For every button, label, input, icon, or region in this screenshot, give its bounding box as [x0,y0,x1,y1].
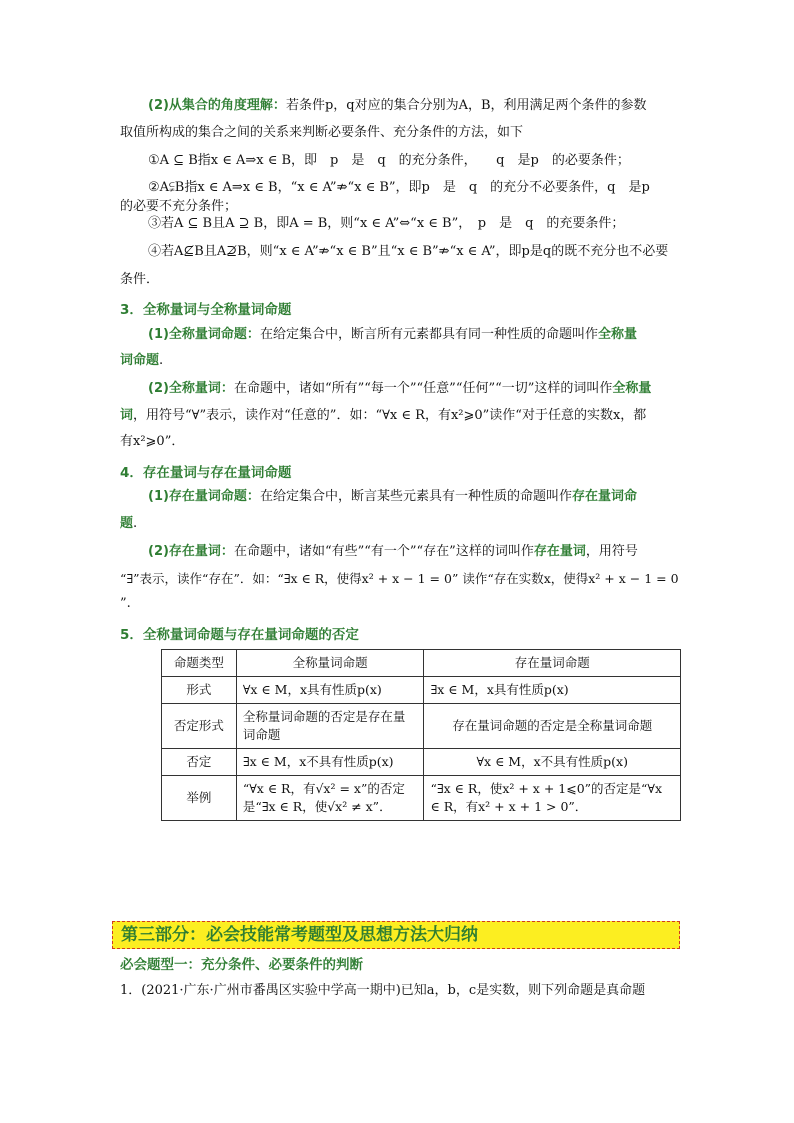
table-cell: “∀x ∈ R，有√x² = x”的否定是“∃x ∈ R，使√x² ≠ x”． [236,776,424,821]
table-cell: ∃x ∈ M，x具有性质p(x) [424,677,681,704]
table-header-cell: 全称量词命题 [236,650,424,677]
sec4-para1-line2: 题. [120,516,138,531]
sec3-para2-line2: 词，用符号“∀”表示，读作对“任意的”．如：“∀x ∈ R，有x²⩾0”读作“对于任意的实数x，都 [120,408,647,423]
section-3-heading: 3．全称量词与全称量词命题 [120,302,292,318]
table-row [162,677,681,704]
table-header-cell: 存在量词命题 [424,650,681,677]
set-approach-line-2: 取值所构成的集合之间的关系来判断必要条件、充分条件的方法，如下 [120,125,524,140]
table-cell: ∃x ∈ M，x不具有性质p(x) [236,749,424,776]
section-4-heading: 4．存在量词与存在量词命题 [120,465,292,481]
set-approach-line-1: (2)从集合的角度理解：若条件p，q对应的集合分别为A，B，利用满足两个条件的参数 [148,98,647,113]
table-cell: ∀x ∈ M，x不具有性质p(x) [424,749,681,776]
sec3-para1-line1: (1)全称量词命题：在给定集合中，断言所有元素都具有同一种性质的命题叫作全称量 [148,327,637,342]
table-cell: 否定形式 [162,704,237,749]
table-cell: “∃x ∈ R，使x² + x + 1⩽0”的否定是“∀x ∈ R，有x² + x + 1 > 0”． [424,776,681,821]
part-three-banner: 第三部分：必会技能常考题型及思想方法大归纳 [112,921,680,949]
item-2b: 的必要不充分条件； [120,199,238,214]
table-header-cell: 命题类型 [162,650,237,677]
item-1: ①A ⊆ B指x ∈ A⇒x ∈ B，即 p 是 q 的充分条件， q 是p 的必要条件； [148,153,630,168]
table-row [162,749,681,776]
item-4a: ④若A⊈B且A⊉B，则“x ∈ A”⇏“x ∈ B”且“x ∈ B”⇏“x ∈ A”，即p是q的既不充分也不必要 [148,244,669,259]
table-cell: 存在量词命题的否定是全称量词命题 [424,704,681,749]
sec3-para2-line1: (2)全称量词：在命题中，诸如“所有”“每一个”“任意”“任何”“一切”这样的词叫作全称量 [148,381,652,396]
table-cell: 否定 [162,749,237,776]
table-cell: ∀x ∈ M，x具有性质p(x) [236,677,424,704]
sec3-para2-line3: 有x²⩾0”． [120,434,185,449]
question-1: 1．(2021·广东·广州市番禺区实验中学高一期中)已知a，b，c是实数，则下列命题是真命题 [120,983,646,998]
negation-table [161,649,681,821]
item-4b: 条件． [120,272,160,287]
set-approach-title: (2)从集合的角度理解： [148,98,286,113]
table-cell: 举例 [162,776,237,821]
item-3: ③若A ⊆ B且A ⊇ B，即A = B，则“x ∈ A”⇔“x ∈ B”， p 是 q 的充要条件； [148,216,625,231]
item-2a: ②A⫋B指x ∈ A⇒x ∈ B，“x ∈ A”⇏“x ∈ B”，即p 是 q 的充分不必要条件，q 是p [148,180,650,195]
sec4-para2-line2: “∃”表示，读作“存在”．如：“∃x ∈ R，使得x² + x − 1 = 0” 读作“存在实数x，使得x² + x − 1 = 0 [120,571,679,586]
table-cell: 全称量词命题的否定是存在量词命题 [236,704,424,749]
question-type-heading: 必会题型一：充分条件、必要条件的判断 [120,957,363,973]
sec4-para2-line3: ”. [120,596,131,611]
table-row [162,704,681,749]
table-header-row [162,650,681,677]
sec4-para2-line1: (2)存在量词：在命题中，诸如“有些”“有一个”“存在”这样的词叫作存在量词，用符号 [148,544,638,559]
sec4-para1-line1: (1)存在量词命题：在给定集合中，断言某些元素具有一种性质的命题叫作存在量词命 [148,489,637,504]
table-row [162,776,681,821]
section-5-heading: 5．全称量词命题与存在量词命题的否定 [120,627,359,643]
table-cell: 形式 [162,677,237,704]
sec3-para1-line2: 词命题. [120,353,164,368]
